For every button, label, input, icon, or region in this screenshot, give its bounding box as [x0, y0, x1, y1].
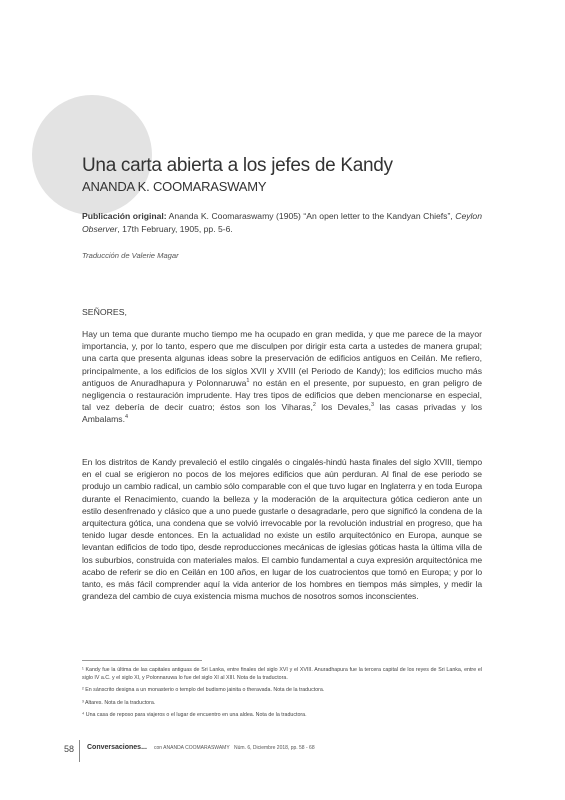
publication-text-2: , 17th February, 1905, pp. 5-6.: [117, 223, 233, 234]
paragraph-1-part-b: no están en el presente, por supuesto, en gran peligro de negligencia o restauración imprudente. Hay tres tipos de edificios que deben mencionarse en especial, tal vez debería de decir cuatro; éstos son los Viharas,: [82, 377, 483, 413]
footer-divider: [79, 740, 80, 762]
footnote-1: ¹ Kandy fue la última de las capitales antiguas de Sri Lanka, entre finales del siglo XVI y el XVIII. Anuradhapura fue la tercera capital de los reyes de Sri Lanka, entre el siglo IV a.C. y el siglo XI, y Polonnaruwa lo fue del siglo XI al XIII. Nota de la traductora.: [82, 667, 482, 682]
publication-label: Publicación original:: [82, 211, 167, 221]
footnote-ref-1[interactable]: 1: [246, 377, 250, 384]
publication-source: Ceylon Observer: [82, 211, 482, 234]
article-title: Una carta abierta a los jefes de Kandy: [82, 155, 393, 176]
footnote-3: ³ Altares. Nota de la traductora.: [82, 699, 156, 706]
footnote-ref-2[interactable]: 2: [312, 402, 316, 409]
footnote-4: ⁴ Una casa de reposo para viajeros o el lugar de encuentro en una aldea. Nota de la traductora.: [82, 711, 307, 718]
article-author: ANANDA K. COOMARASWAMY: [82, 179, 267, 194]
paragraph-1-part-c: los Devales,: [315, 402, 372, 413]
page-footer: [64, 744, 504, 760]
footnote-2: ² En sánscrito designa a un monasterio o templo del budismo jainita o theravada. Nota de la traductora.: [82, 687, 325, 694]
paragraph-1-part-a: Hay un tema que durante mucho tiempo me ha ocupado en gran medida, y que me parece de la mayor importancia, y, por lo tanto, espero que me disculpen por dirigir esta carta a ustedes de manera grupal; una carta que presenta algunas ideas sobre la preservación de edificios antiguos en Ceilán. Me refiero, principalmente, a los edificios de los siglos XVII y XVIII (el Periodo de Kandy); los edificios mucho más antiguos de Anuradhapura y Polonnaruwa: [82, 329, 482, 388]
publication-info: [82, 210, 482, 235]
translation-credit: Traducción de Valerie Magar: [82, 251, 179, 260]
publication-text-1: Ananda K. Coomaraswamy (1905) “An open letter to the Kandyan Chiefs”,: [166, 211, 456, 221]
journal-name: Conversaciones...: [87, 744, 147, 751]
footnote-divider: [82, 660, 202, 661]
footnote-ref-4[interactable]: 4: [124, 414, 129, 421]
journal-subtitle: con ANANDA COOMARASWAMY: [154, 745, 230, 751]
footnotes: [82, 666, 482, 723]
paragraph-1-part-d: las casas privadas y los Ambalams.: [82, 402, 483, 425]
footnote-ref-3[interactable]: 3: [371, 402, 375, 409]
salutation: SEÑORES,: [82, 307, 127, 317]
page-number: 58: [64, 744, 75, 754]
paragraph-1: [82, 328, 482, 426]
issue-info: Núm. 6, Diciembre 2018, pp. 58 - 68: [234, 745, 315, 751]
paragraph-2: En los distritos de Kandy prevaleció el estilo cingalés o cingalés-hindú hasta finales del siglo XVIII, tiempo en el cual se erigieron no pocos de los mejores edificios que aún perduran. Al final de ese periodo se produjo un cambio radical, un cambio sólo comparable con el que tuvo lugar en Inglaterra y en toda Europa durante el Renacimiento, cuando la belleza y la moderación de la arquitectura gótica cedieron ante un estilo desenfrenado y clásico que a uno puede gustarle o desagradarle, pero que significó la condena de la arquitectura gótica, una condena que se volvió irrevocable por la revolución industrial en progreso, que ha tenido lugar desde entonces. En la actualidad no existe un estilo arquitectónico en Europa, aunque se levantan edificios de todo tipo, desde reproducciones mecánicas de iglesias góticas hasta la última villa de los suburbios, construida con materiales malos. El cambio fundamental a cuya expresión arquitectónica me acabo de referir se dio en Ceilán en 100 años, en lugar de los cuatrocientos que tomó en Europa; y por lo tanto, es más fácil comprender aquí la vida anterior de los hombres en tiempos más simples, y medir la grandeza del cambio de cuya existencia misma muchos de nosotros somos inconscientes.: [82, 457, 482, 602]
